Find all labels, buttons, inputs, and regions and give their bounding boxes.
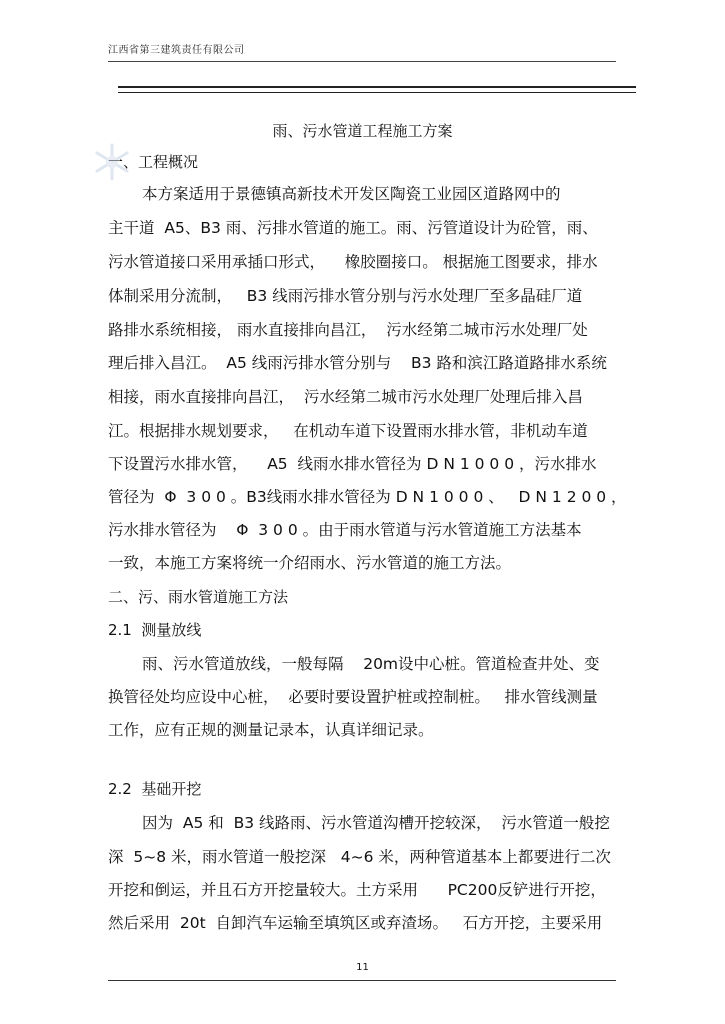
title-rule-thick — [118, 86, 636, 88]
paragraph-line: 一致，本施工方案将统一介绍雨水、污水管道的施工方法。 — [108, 554, 512, 572]
subsection-2-2-heading: 2.2 基础开挖 — [108, 780, 202, 798]
footer-rule — [108, 980, 616, 981]
subsection-2-1-heading: 2.1 测量放线 — [108, 621, 202, 639]
paragraph-line: 路排水系统相接， 雨水直接排向昌江， 污水经第二城市污水处理厂处 — [108, 321, 588, 339]
paragraph-line: 管径为 Φ 3 0 0 。B3线雨水排水管径为 D N 1 0 0 0 、 D N 1 2 0 0 ， — [108, 488, 627, 506]
page-number: 11 — [356, 962, 369, 973]
paragraph-line: 工作，应有正规的测量记录本，认真详细记录。 — [108, 721, 434, 739]
paragraph-line: 本方案适用于景德镇高新技术开发区陶瓷工业园区道路网中的 — [142, 185, 561, 203]
document-title: 雨、污水管道工程施工方案 — [272, 122, 453, 140]
paragraph-line: 体制采用分流制， B3 线雨污排水管分别与污水处理厂至多晶硅厂道 — [108, 287, 583, 305]
section-2-heading: 二、污、雨水管道施工方法 — [108, 588, 289, 606]
paragraph-line: 开挖和倒运，并且石方开挖量较大。土方采用 PC200反铲进行开挖， — [108, 881, 606, 899]
paragraph-line: 理后排入昌江。 A5 线雨污排水管分别与 B3 路和滨江路道路排水系统 — [108, 354, 607, 372]
paragraph-line: 污水排水管径为 Φ 3 0 0 。由于雨水管道与污水管道施工方法基本 — [108, 521, 582, 539]
section-1-heading: 一、工程概况 — [108, 153, 199, 171]
paragraph-line: 雨、污水管道放线，一般每隔 20m设中心桩。管道检查井处、变 — [142, 655, 600, 673]
paragraph-line: 污水管道接口采用承插口形式， 橡胶圈接口。 根据施工图要求，排水 — [108, 253, 598, 271]
title-rule-thin — [118, 92, 636, 93]
paragraph-line: 因为 A5 和 B3 线路雨、污水管道沟槽开挖较深， 污水管道一般挖 — [142, 814, 610, 832]
header-rule — [108, 61, 616, 62]
paragraph-line: 深 5~8 米，雨水管道一般挖深 4~6 米，两种管道基本上都要进行二次 — [108, 848, 611, 866]
paragraph-line: 然后采用 20t 自卸汽车运输至填筑区或弃渣场。 石方开挖，主要采用 — [108, 914, 603, 932]
paragraph-line: 相接，雨水直接排向昌江， 污水经第二城市污水处理厂处理后排入昌 — [108, 388, 583, 406]
paragraph-line: 江。根据排水规划要求， 在机动车道下设置雨水排水管，非机动车道 — [108, 422, 588, 440]
paragraph-line: 下设置污水排水管， A5 线雨水排水管径为 D N 1 0 0 0 ，污水排水 — [108, 455, 597, 473]
paragraph-line: 换管径处均应设中心桩， 必要时要设置护桩或控制桩。 排水管线测量 — [108, 688, 598, 706]
paragraph-line: 主干道 A5、B3 雨、污排水管道的施工。雨、污管道设计为砼管，雨、 — [108, 219, 598, 237]
company-name: 江西省第三建筑责任有限公司 — [108, 45, 245, 56]
